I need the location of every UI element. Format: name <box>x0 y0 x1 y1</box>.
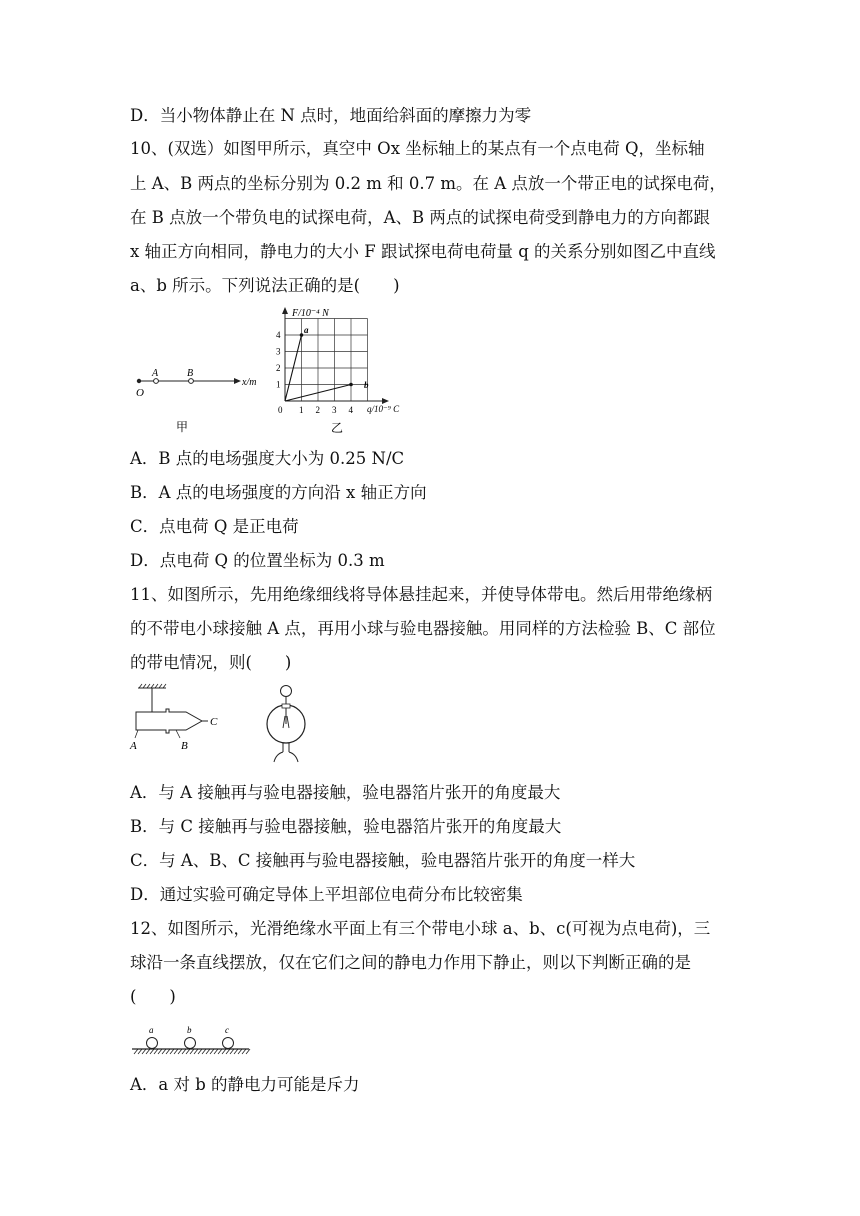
conductor <box>136 709 202 733</box>
origin-label: O <box>136 387 144 399</box>
q11-option-b: B．与 C 接触再与验电器接触，验电器箔片张开的角度最大 <box>130 817 562 836</box>
q11-option-a: A．与 A 接触再与验电器接触，验电器箔片张开的角度最大 <box>130 783 561 802</box>
ball-b-label: b <box>187 1025 192 1035</box>
chart-x-label: q/10⁻⁹ C <box>367 404 400 414</box>
ground-hatch <box>134 1049 250 1054</box>
q10-stem-line-4: x 轴正方向相同，静电力的大小 F 跟试探电荷电荷量 q 的关系分别如图乙中直线 <box>130 242 716 261</box>
y-axis-arrow <box>282 307 288 314</box>
series-point-b <box>349 383 353 387</box>
label-a: A <box>130 740 137 752</box>
origin-tick-label: 0 <box>278 405 283 415</box>
point-b-label: B <box>187 368 194 379</box>
label-b-leader <box>176 730 180 738</box>
point-a-label: A <box>152 368 159 379</box>
q10-option-a: A．B 点的电场强度大小为 0.25 N/C <box>130 449 405 468</box>
figure-jia <box>128 360 258 435</box>
figure-q11 <box>126 680 326 770</box>
q11-stem-line-3: 的带电情况，则( ) <box>130 653 292 672</box>
line-b-label: b <box>364 380 369 390</box>
ball-a-label: a <box>149 1025 154 1035</box>
q9-option-d: D．当小物体静止在 N 点时，地面给斜面的摩擦力为零 <box>130 106 532 125</box>
figure-yi-caption: 乙 <box>331 421 344 435</box>
series-point-a <box>300 333 304 337</box>
figure-jia-caption: 甲 <box>176 420 189 434</box>
q11-stem-line-1: 11、如图所示，先用绝缘细线将导体悬挂起来，并使导体带电。然后用带绝缘柄 <box>130 585 712 604</box>
q10-stem-line-5: a、b 所示。下列说法正确的是( ) <box>130 276 400 295</box>
y-tick-label: 3 <box>276 346 281 357</box>
chart-y-label: F/10⁻⁴ N <box>292 308 329 319</box>
y-tick-label: 1 <box>276 379 281 390</box>
x-tick-label: 1 <box>299 405 304 415</box>
point-b-dot <box>189 379 194 384</box>
ball-b <box>185 1038 196 1049</box>
q12-stem-line-1: 12、如图所示，光滑绝缘水平面上有三个带电小球 a、b、c(可视为点电荷)，三 <box>130 919 711 938</box>
q10-stem-line-3: 在 B 点放一个带负电的试探电荷，A、B 两点的试探电荷受到静电力的方向都跟 <box>130 208 710 227</box>
q10-option-b: B．A 点的电场强度的方向沿 x 轴正方向 <box>130 483 427 502</box>
line-a-label: a <box>304 325 309 335</box>
label-b: B <box>181 740 188 752</box>
ball-c-label: c <box>225 1025 229 1035</box>
ceiling-hatch <box>139 684 166 688</box>
q12-option-a: A．a 对 b 的静电力可能是斥力 <box>130 1075 360 1094</box>
chart-grid <box>285 319 368 402</box>
x-tick-label: 4 <box>348 405 353 415</box>
y-tick-label: 4 <box>276 330 281 340</box>
q10-option-c: C．点电荷 Q 是正电荷 <box>130 517 299 536</box>
point-a-dot <box>154 379 159 384</box>
q11-option-d: D．通过实验可确定导体上平坦部位电荷分布比较密集 <box>130 885 523 904</box>
q10-stem-line-2: 上 A、B 两点的坐标分别为 0.2 m 和 0.7 m。在 A 点放一个带正电的试探电荷， <box>130 174 726 193</box>
x-tick-label: 2 <box>315 405 320 415</box>
x-axis-label: x/m <box>242 377 257 388</box>
q10-stem-line-1: 10、(双选）如图甲所示，真空中 Ox 坐标轴上的某点有一个点电荷 Q，坐标轴 <box>130 139 705 158</box>
ball-c <box>223 1038 234 1049</box>
q10-option-d: D．点电荷 Q 的位置坐标为 0.3 m <box>130 551 385 570</box>
q11-stem-line-2: 的不带电小球接触 A 点，再用小球与验电器接触。用同样的方法检验 B、C 部位 <box>130 619 716 638</box>
label-c: C <box>210 716 218 728</box>
figure-q12 <box>128 1024 254 1060</box>
y-tick-label: 2 <box>276 363 281 373</box>
q11-option-c: C．与 A、B、C 接触再与验电器接触，验电器箔片张开的角度一样大 <box>130 851 636 870</box>
origin-dot <box>137 379 141 383</box>
q12-stem-line-3: ( ) <box>130 987 176 1006</box>
q12-stem-line-2: 球沿一条直线摆放，仅在它们之间的静电力作用下静止，则以下判断正确的是 <box>130 953 691 972</box>
label-a-leader <box>135 730 138 738</box>
electroscope <box>267 686 305 763</box>
ball-a <box>147 1038 158 1049</box>
x-tick-label: 3 <box>332 405 337 415</box>
figure-yi-chart <box>270 306 430 436</box>
